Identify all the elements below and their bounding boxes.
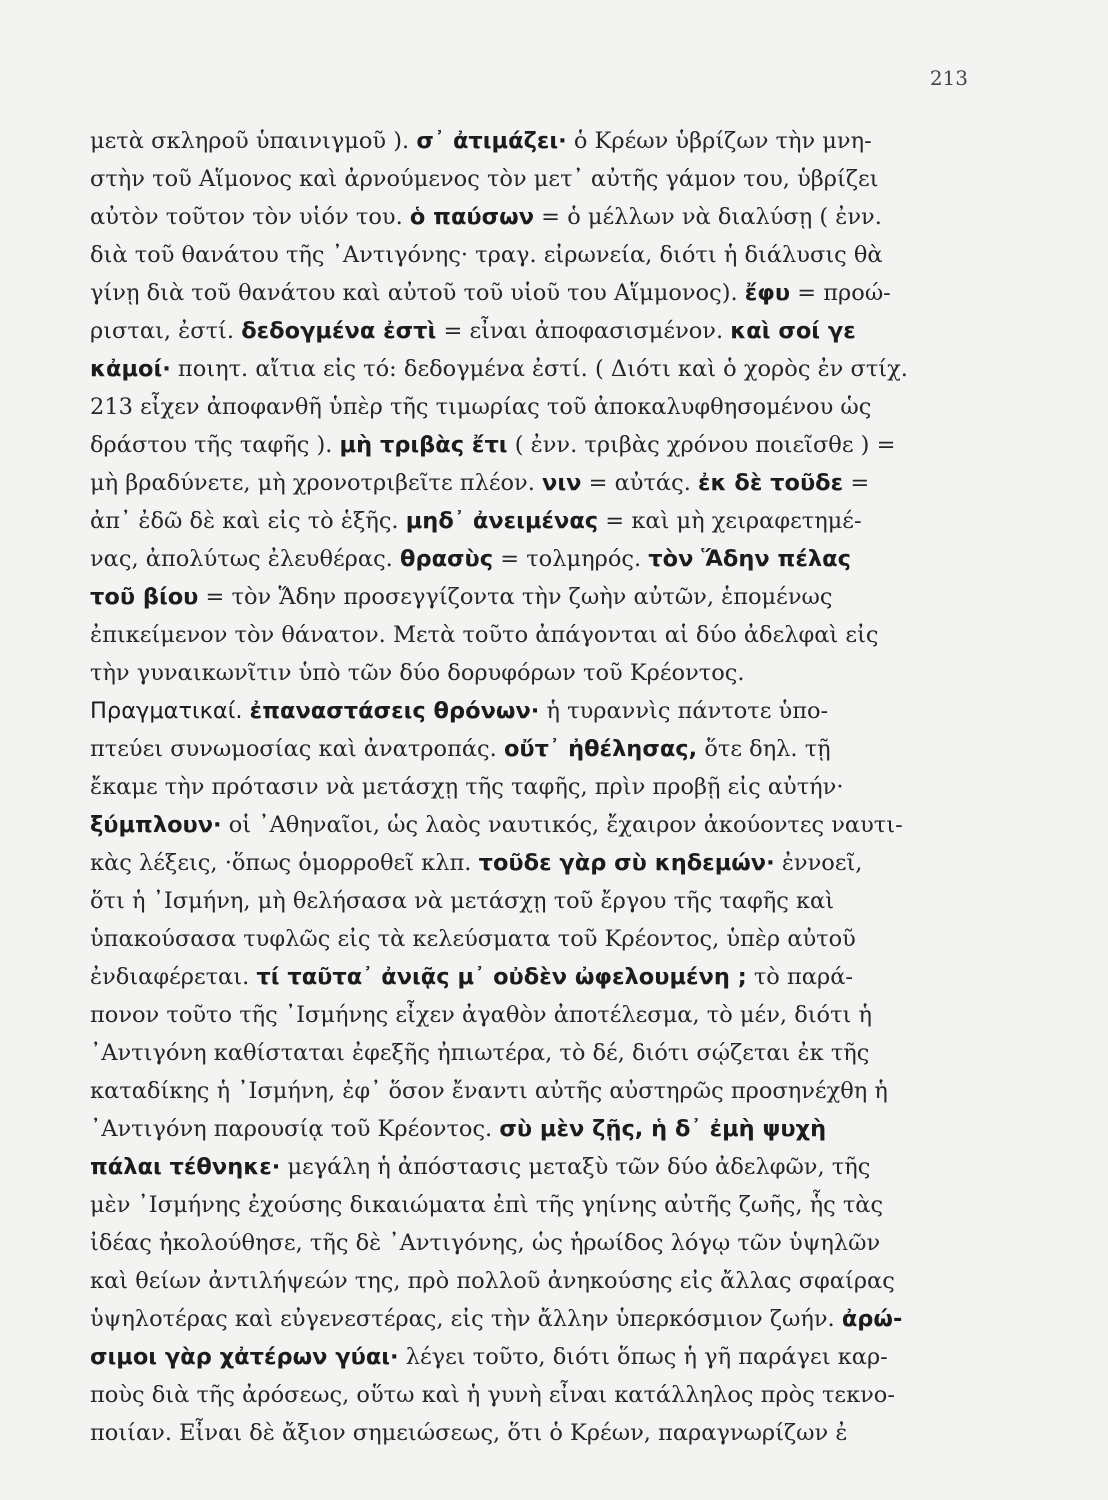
text-run: κὰς λέξεις, ·ὅπως ὁμορροθεῖ κλπ. [90,850,479,876]
bold-lemma: ἐκ δὲ τοῦδε [698,470,844,496]
text-line [90,236,950,274]
bold-lemma: ἔφυ [744,280,791,306]
text-run: = [843,470,870,496]
text-run: = τολμηρός. [493,546,649,572]
bold-lemma: μὴ τριβὰς ἔτι [339,432,508,458]
text-run: τὴν γυναικωνῖτιν ὑπὸ τῶν δύο δορυφόρων τοῦ Κρέοντος. [90,660,745,686]
text-line [90,768,950,806]
text-line [90,464,950,502]
text-line [90,1262,950,1300]
text-run: μετὰ σκληροῦ ὑπαινιγμοῦ ). [90,128,417,154]
text-line [90,160,950,198]
bold-lemma: Πραγματικαί. [90,698,243,724]
bold-lemma: τοῦ βίου [90,584,199,610]
bold-lemma: σ᾽ ἀτιμάζει· [416,128,567,154]
text-run: μὲν ᾽Ισμήνης ἐχούσης δικαιώματα ἐπὶ τῆς γηίνης αὐτῆς ζωῆς, ἧς τὰς [90,1192,884,1218]
bold-lemma: ξύμπλουν· [90,812,222,838]
bold-lemma: δεδογμένα ἐστὶ [241,318,437,344]
text-line [90,958,950,996]
text-line [90,1376,950,1414]
text-run: λέγει τοῦτο, διότι ὅπως ἡ γῆ παράγει καρ- [398,1344,888,1370]
text-run: ἐπικείμενον τὸν θάνατον. Μετὰ τοῦτο ἀπάγονται αἱ δύο ἀδελφαὶ εἰς [90,622,879,648]
text-run: = προώ- [790,280,891,306]
text-line [90,844,950,882]
text-run: δράστου τῆς ταφῆς ). [90,432,340,458]
text-run: αὐτὸν τοῦτον τὸν υἱόν του. [90,204,410,230]
text-line [90,996,950,1034]
text-line [90,1072,950,1110]
text-line [90,1186,950,1224]
paragraph-commentary-2 [90,692,950,1452]
text-line [90,806,950,844]
text-run: ἐνδιαφέρεται. [90,964,257,990]
text-line [90,882,950,920]
text-run: = καὶ μὴ χειραφετημέ- [598,508,862,534]
bold-lemma: τὸν Ἅδην πέλας [648,546,851,572]
bold-lemma: πάλαι τέθνηκε· [90,1154,281,1180]
text-run: = εἶναι ἀποφασισμένον. [436,318,731,344]
text-run: νας, ἀπολύτως ἐλευθέρας. [90,546,400,572]
text-run: ὑψηλοτέρας καὶ εὐγενεστέρας, εἰς τὴν ἄλλην ὑπερκόσμιον ζωήν. [90,1306,842,1332]
text-line [90,1148,950,1186]
text-run: ρισται, ἐστί. [90,318,242,344]
text-line [90,1110,950,1148]
bold-lemma: ἐπαναστάσεις θρόνων· [249,698,540,724]
bold-lemma: σιμοι γὰρ χἀτέρων γύαι· [90,1344,399,1370]
text-run: ποὺς διὰ τῆς ἀρόσεως, οὕτω καὶ ἡ γυνὴ εἶναι κατάλληλος πρὸς τεκνο- [90,1382,895,1408]
text-run: ἔκαμε τὴν πρότασιν νὰ μετάσχῃ τῆς ταφῆς, πρὶν προβῇ εἰς αὐτήν· [90,774,844,800]
text-run: μὴ βραδύνετε, μὴ χρονοτριβεῖτε πλέον. [90,470,543,496]
text-line [90,122,950,160]
text-line [90,692,950,730]
text-line [90,426,950,464]
bold-lemma: σὺ μὲν ζῇς, ἡ δ᾽ ἐμὴ ψυχὴ [499,1116,827,1142]
text-line [90,312,950,350]
text-line [90,1300,950,1338]
text-run [243,698,250,724]
text-run: μεγάλη ἡ ἀπόστασις μεταξὺ τῶν δύο ἀδελφῶν, τῆς [280,1154,871,1180]
text-run: ὅτε δηλ. τῇ [697,736,831,762]
text-line [90,920,950,958]
text-run: ᾽Αντιγόνη παρουσίᾳ τοῦ Κρέοντος. [90,1116,500,1142]
text-run: = τὸν Ἅδην προσεγγίζοντα τὴν ζωὴν αὐτῶν, ἑπομένως [198,584,833,610]
text-line [90,1338,950,1376]
bold-lemma: ἀρώ- [841,1306,903,1332]
text-run: ᾽Αντιγόνη καθίσταται ἐφεξῆς ἠπιωτέρα, τὸ δέ, διότι σῴζεται ἐκ τῆς [90,1040,870,1066]
text-run: πτεύει συνωμοσίας καὶ ἀνατροπάς. [90,736,504,762]
text-run: τὸ παρά- [746,964,854,990]
page-number: 213 [929,66,968,90]
text-line [90,1034,950,1072]
text-run: καταδίκης ἡ ᾽Ισμήνη, ἐφ᾽ ὅσον ἔναντι αὐτῆς αὐστηρῶς προσηνέχθη ἡ [90,1078,888,1104]
bold-lemma: τοῦδε γὰρ σὺ κηδεμών· [478,850,775,876]
text-run: ὑπακούσασα τυφλῶς εἰς τὰ κελεύσματα τοῦ Κρέοντος, ὑπὲρ αὐτοῦ [90,926,856,952]
bold-lemma: οὔτ᾽ ἠθέλησας, [503,736,698,762]
paragraph-commentary-1 [90,122,950,692]
text-run: ( ἐνν. τριβὰς χρόνου ποιεῖσθε ) = [507,432,896,458]
bold-lemma: νιν [542,470,582,496]
bold-lemma: ὁ παύσων [409,204,535,230]
text-line [90,1224,950,1262]
bold-lemma: καὶ σοί γε [730,318,856,344]
text-run: ἡ τυραννὶς πάντοτε ὑπο- [539,698,829,724]
text-run: γίνῃ διὰ τοῦ θανάτου καὶ αὐτοῦ τοῦ υἱοῦ του Αἵμμονος). [90,280,745,306]
text-line [90,540,950,578]
text-run: ὁ Κρέων ὑβρίζων τὴν μνη- [566,128,872,154]
text-line [90,198,950,236]
text-line [90,350,950,388]
text-run: οἱ ᾽Αθηναῖοι, ὡς λαὸς ναυτικός, ἔχαιρον ἀκούοντες ναυτι- [221,812,903,838]
text-run: ὅτι ἡ ᾽Ισμήνη, μὴ θελήσασα νὰ μετάσχῃ τοῦ ἔργου τῆς ταφῆς καὶ [90,888,835,914]
text-line [90,578,950,616]
bold-lemma: μηδ᾽ ἀνειμένας [405,508,599,534]
text-run: ἰδέας ἠκολούθησε, τῆς δὲ ᾽Αντιγόνης, ὡς ἡρωίδος λόγῳ τῶν ὑψηλῶν [90,1230,881,1256]
text-run: ποιίαν. Εἶναι δὲ ἄξιον σημειώσεως, ὅτι ὁ Κρέων, παραγνωρίζων ἐ [90,1420,848,1446]
text-line [90,1414,950,1452]
text-line [90,502,950,540]
text-line [90,388,950,426]
text-run: ἀπ᾽ ἐδῶ δὲ καὶ εἰς τὸ ἑξῆς. [90,508,406,534]
text-run: ποιητ. αἴτια εἰς τό: δεδογμένα ἐστί. ( Διότι καὶ ὁ χορὸς ἐν στίχ. [170,356,908,382]
bold-lemma: τί ταῦτα᾽ ἀνιᾷς μ᾽ οὐδὲν ὠφελουμένη ; [256,964,747,990]
text-run: πονον τοῦτο τῆς ᾽Ισμήνης εἶχεν ἀγαθὸν ἀποτέλεσμα, τὸ μέν, διότι ἡ [90,1002,873,1028]
text-run: = ὁ μέλλων νὰ διαλύσῃ ( ἐνν. [534,204,882,230]
text-line [90,616,950,654]
text-line [90,274,950,312]
text-run: καὶ θείων ἀντιλήψεών της, πρὸ πολλοῦ ἀνηκούσης εἰς ἄλλας σφαίρας [90,1268,895,1294]
text-line [90,730,950,768]
text-run: ἐννοεῖ, [774,850,863,876]
bold-lemma: κἀμοί· [90,356,171,382]
text-run: στὴν τοῦ Αἵμονος καὶ ἀρνούμενος τὸν μετ᾽ αὐτῆς γάμον του, ὑβρίζει [90,166,879,192]
text-line [90,654,950,692]
text-run: διὰ τοῦ θανάτου τῆς ᾽Αντιγόνης· τραγ. εἰρωνεία, διότι ἡ διάλυσις θὰ [90,242,883,268]
text-run: 213 εἶχεν ἀποφανθῆ ὑπὲρ τῆς τιμωρίας τοῦ ἀποκαλυφθησομένου ὡς [90,394,872,420]
bold-lemma: θρασὺς [400,546,494,572]
text-run: = αὐτάς. [581,470,699,496]
